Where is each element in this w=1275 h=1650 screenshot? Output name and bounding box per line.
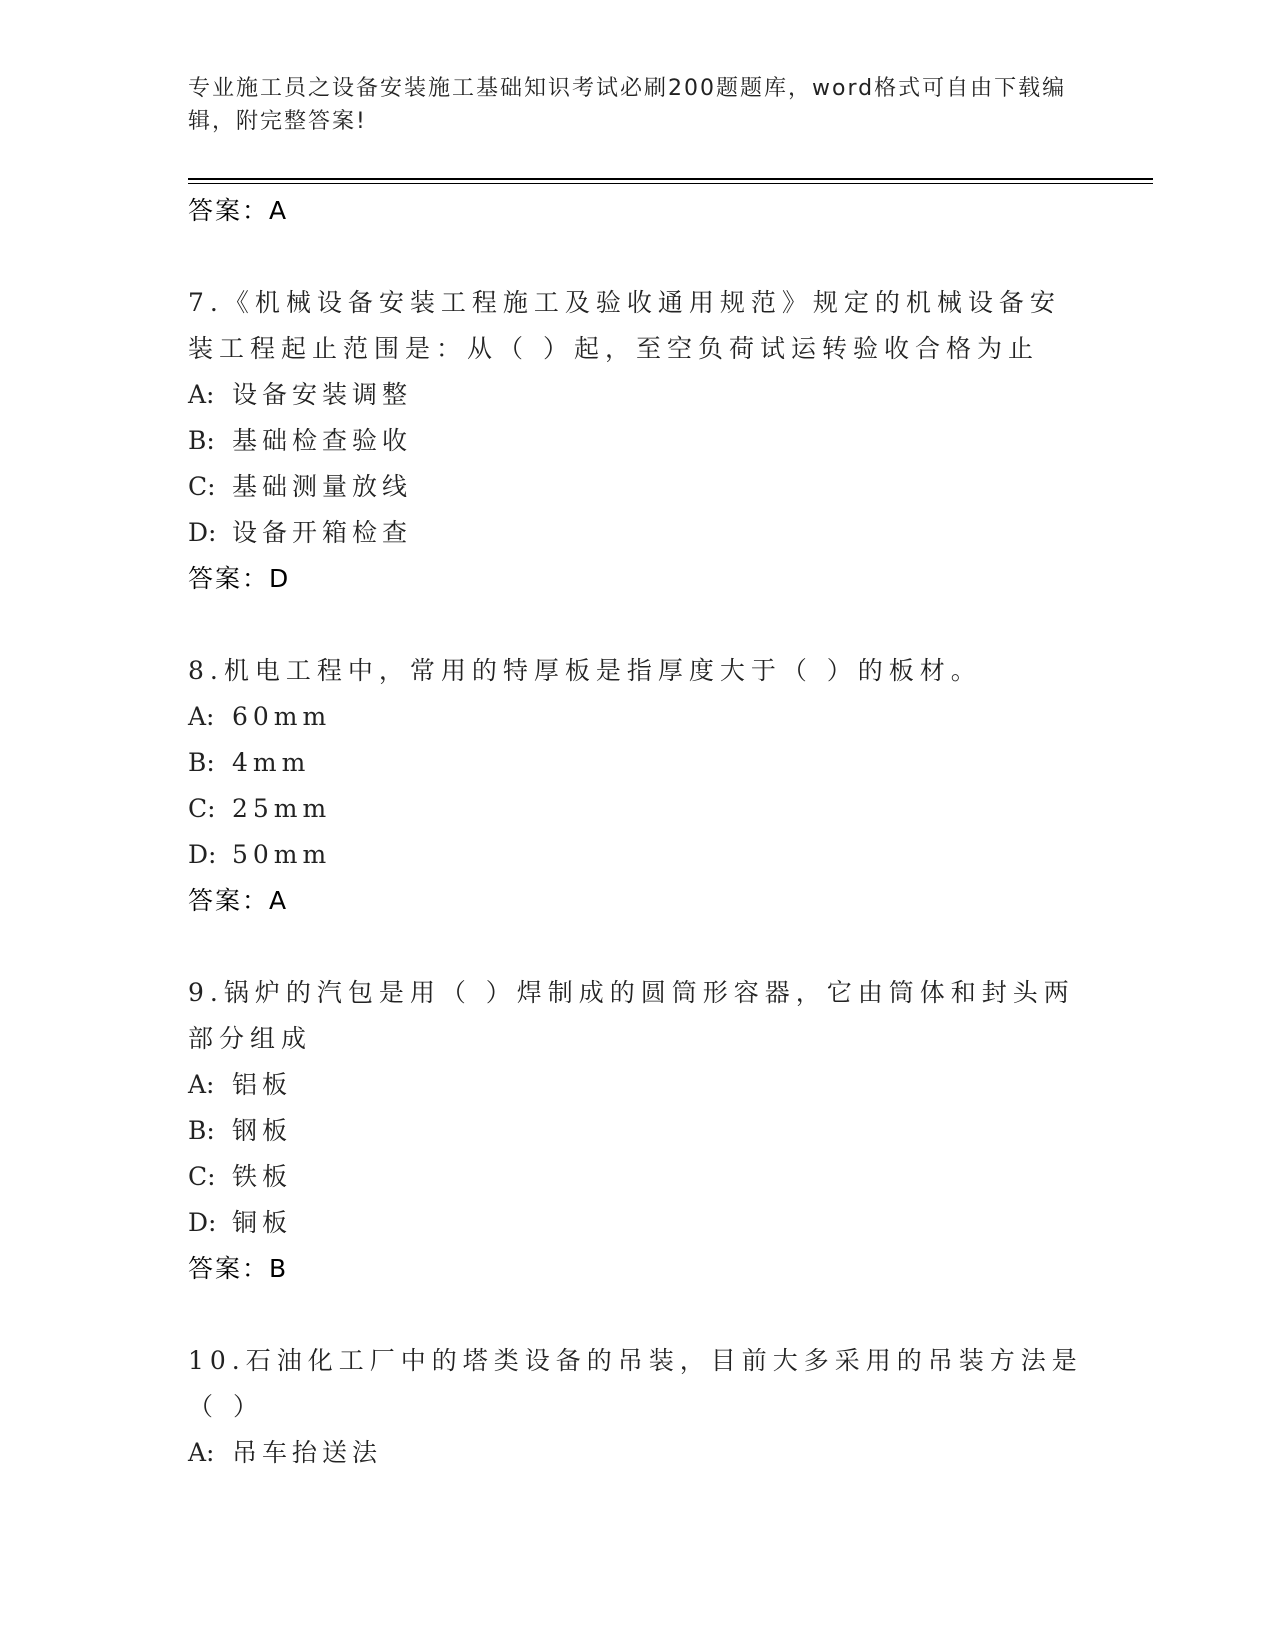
- option-letter: C:: [188, 1162, 216, 1191]
- answer-line: 答案：A: [188, 886, 289, 915]
- question-text: 9.锅炉的汽包是用（ ）焊制成的圆筒形容器，它由筒体和封头两部分组成: [188, 978, 1075, 1053]
- option-letter: D:: [188, 840, 217, 869]
- header-rule-thick: [188, 178, 1153, 180]
- option-letter: D:: [188, 518, 217, 547]
- question-text: 7.《机械设备安装工程施工及验收通用规范》规定的机械设备安装工程起止范围是：从（ ）起，至空负荷试运转验收合格为止: [188, 288, 1061, 363]
- option-text: 25mm: [232, 794, 332, 823]
- header-rule-thin: [188, 183, 1153, 184]
- question-block-10: [188, 1338, 1088, 1476]
- option-b: [188, 740, 1088, 786]
- option-text: 50mm: [232, 840, 332, 869]
- option-a: [188, 372, 1088, 418]
- option-a: [188, 694, 1088, 740]
- option-c: [188, 464, 1088, 510]
- option-text: 吊车抬送法: [232, 1438, 383, 1467]
- option-letter: A:: [188, 1438, 215, 1467]
- option-text: 设备开箱检查: [232, 518, 413, 547]
- option-d: [188, 1200, 1088, 1246]
- answer-line: 答案：D: [188, 564, 291, 593]
- option-text: 4mm: [232, 748, 311, 777]
- document-header: [188, 72, 1088, 138]
- option-text: 60mm: [232, 702, 332, 731]
- option-letter: C:: [188, 794, 216, 823]
- option-d: [188, 510, 1088, 556]
- option-letter: B:: [188, 748, 215, 777]
- option-text: 钢板: [232, 1116, 293, 1145]
- option-d: [188, 832, 1088, 878]
- question-list: [188, 188, 1088, 1476]
- option-text: 铜板: [232, 1208, 293, 1237]
- option-b: [188, 1108, 1088, 1154]
- option-letter: D:: [188, 1208, 217, 1237]
- answer-line: 答案：A: [188, 196, 289, 225]
- option-text: 铝板: [232, 1070, 293, 1099]
- option-text: 设备安装调整: [232, 380, 413, 409]
- option-letter: C:: [188, 472, 216, 501]
- option-c: [188, 786, 1088, 832]
- document-title: 专业施工员之设备安装施工基础知识考试必刷200题题库，word格式可自由下载编辑，附完整答案!: [188, 76, 1067, 134]
- option-letter: B:: [188, 1116, 215, 1145]
- option-text: 基础测量放线: [232, 472, 413, 501]
- answer-line: 答案：B: [188, 1254, 289, 1283]
- question-block-9: [188, 970, 1088, 1292]
- question-text: 8.机电工程中，常用的特厚板是指厚度大于（ ）的板材。: [188, 656, 982, 685]
- question-text: 10.石油化工厂中的塔类设备的吊装，目前大多采用的吊装方法是（ ）: [188, 1346, 1083, 1421]
- option-text: 铁板: [232, 1162, 293, 1191]
- option-text: 基础检查验收: [232, 426, 413, 455]
- option-letter: A:: [188, 702, 215, 731]
- option-a: [188, 1062, 1088, 1108]
- question-block-8: [188, 648, 1088, 924]
- option-b: [188, 418, 1088, 464]
- option-a: [188, 1430, 1088, 1476]
- option-letter: A:: [188, 1070, 215, 1099]
- option-letter: B:: [188, 426, 215, 455]
- question-block-7: [188, 280, 1088, 602]
- option-letter: A:: [188, 380, 215, 409]
- option-c: [188, 1154, 1088, 1200]
